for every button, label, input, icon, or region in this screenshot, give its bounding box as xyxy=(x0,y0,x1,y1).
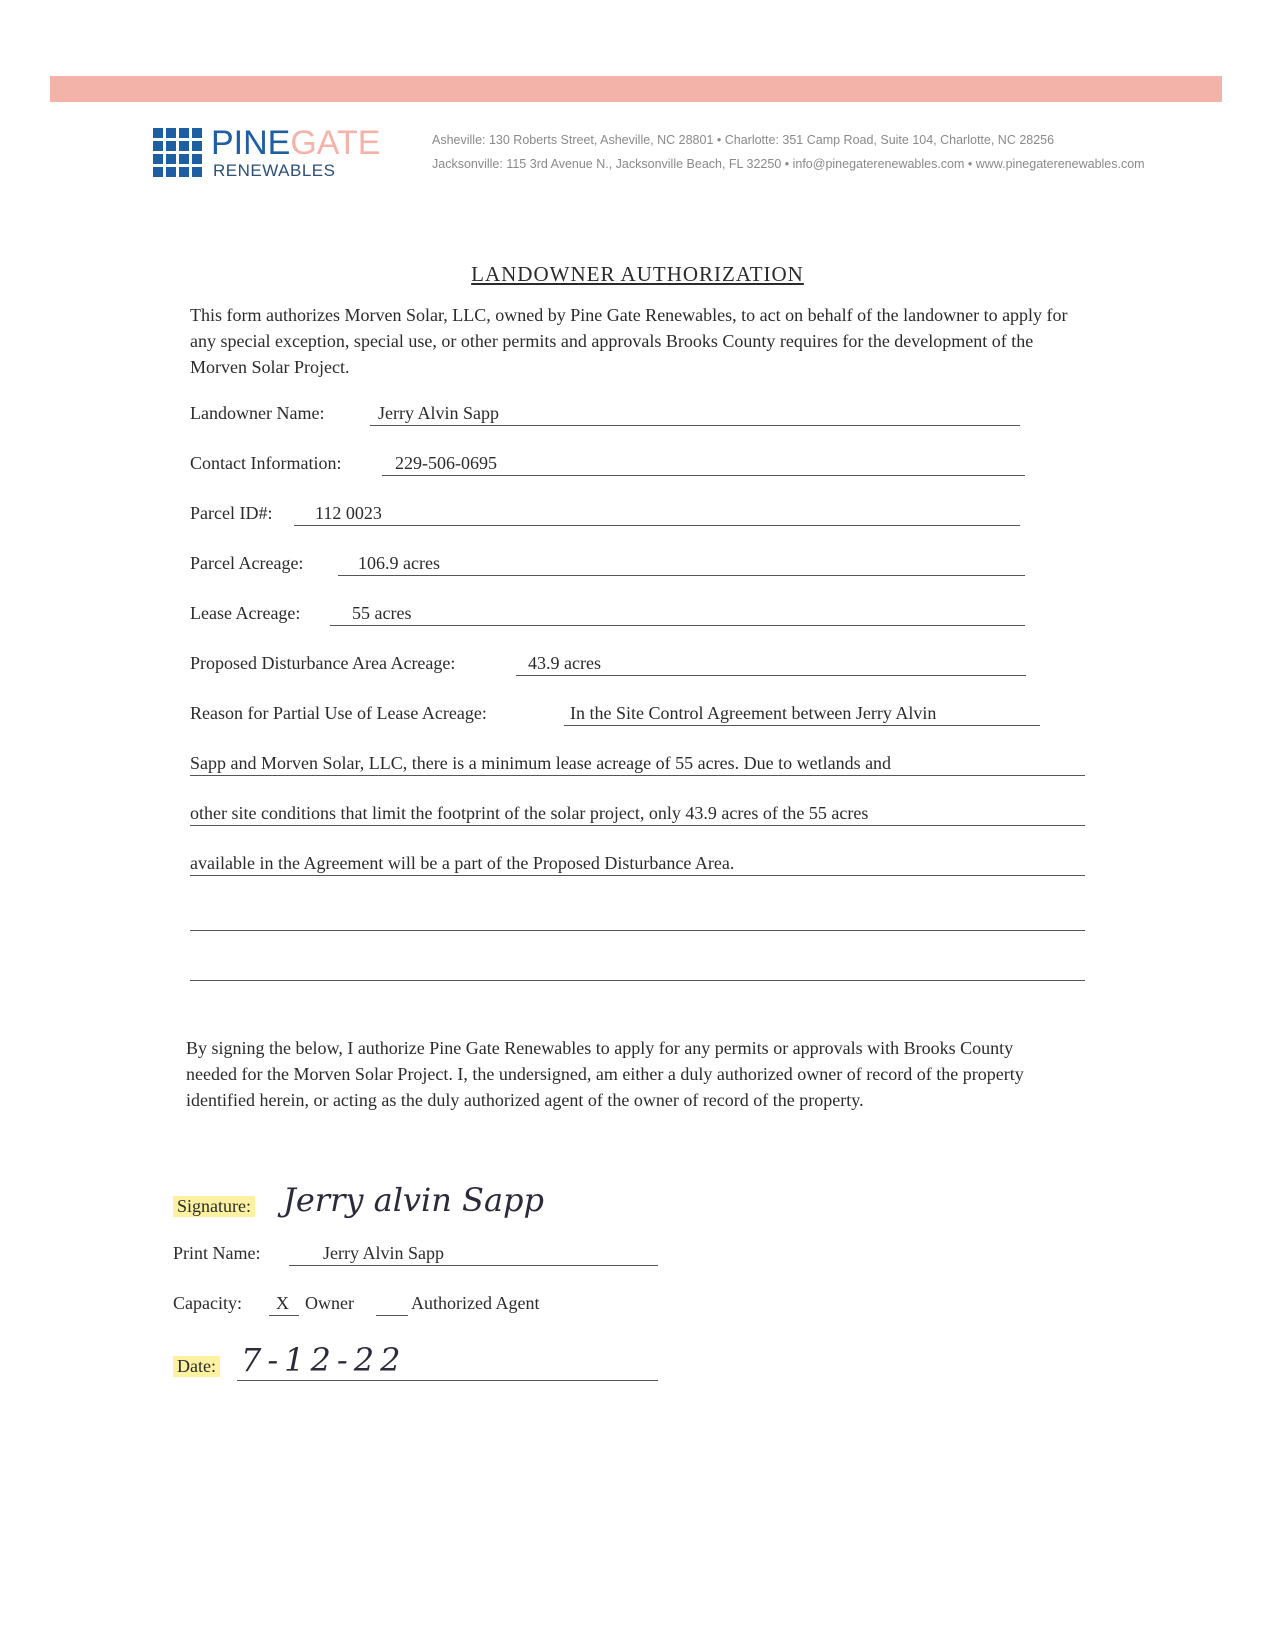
reason-row-3-underline xyxy=(190,825,1085,826)
capacity-owner-mark: X xyxy=(276,1293,289,1313)
header-address xyxy=(432,128,1212,176)
capacity-agent-text: Authorized Agent xyxy=(411,1293,540,1313)
reason-row-2 xyxy=(190,750,1085,780)
reason-underline xyxy=(564,725,1040,726)
blank-line-2 xyxy=(190,980,1085,981)
capacity-owner-underline xyxy=(269,1315,299,1316)
lease-acreage-field xyxy=(190,600,1025,630)
parcel-acreage-value: 106.9 acres xyxy=(358,553,440,573)
logo-renewables-text: RENEWABLES xyxy=(213,161,336,180)
reason-field xyxy=(190,700,1040,730)
landowner-name-field xyxy=(190,400,1020,430)
logo-gate-text: GATE xyxy=(290,124,381,162)
print-name-value: Jerry Alvin Sapp xyxy=(323,1243,444,1263)
contact-info-value: 229-506-0695 xyxy=(395,453,497,473)
date-underline xyxy=(237,1380,658,1381)
lease-acreage-value: 55 acres xyxy=(352,603,412,623)
disturbance-acreage-label: Proposed Disturbance Area Acreage: xyxy=(190,653,456,673)
landowner-name-underline xyxy=(370,425,1020,426)
landowner-name-value: Jerry Alvin Sapp xyxy=(378,403,499,423)
reason-line-4: available in the Agreement will be a part of the Proposed Disturbance Area. xyxy=(190,853,735,873)
signature-field xyxy=(173,1181,653,1225)
print-name-underline xyxy=(289,1265,658,1266)
reason-row-4 xyxy=(190,850,1085,880)
address-line-1: Asheville: 130 Roberts Street, Asheville, NC 28801 • Charlotte: 351 Camp Road, Suite 104, Charlotte, NC 28256 xyxy=(432,133,1055,147)
pine-gate-logo xyxy=(153,125,383,185)
parcel-acreage-label: Parcel Acreage: xyxy=(190,553,304,573)
disturbance-acreage-value: 43.9 acres xyxy=(528,653,601,673)
signature-label: Signature: xyxy=(173,1196,255,1217)
document-title-text: LANDOWNER AUTHORIZATION xyxy=(471,262,804,286)
reason-line-1: In the Site Control Agreement between Jerry Alvin xyxy=(570,703,937,723)
authorization-paragraph: By signing the below, I authorize Pine Gate Renewables to apply for any permits or approvals with Brooks County needed for the Morven Solar Project. I, the undersigned, am either a duly authorized owner of record of the property identified herein, or acting as the duly authorized agent of the owner of record of the property. xyxy=(186,1038,1024,1110)
lease-acreage-underline xyxy=(330,625,1025,626)
reason-row-4-underline xyxy=(190,875,1085,876)
reason-row-3 xyxy=(190,800,1085,830)
print-name-field xyxy=(173,1240,658,1270)
parcel-id-value: 112 0023 xyxy=(315,503,382,523)
landowner-name-label: Landowner Name: xyxy=(190,403,325,423)
logo-grid-icon xyxy=(153,128,203,178)
lease-acreage-label: Lease Acreage: xyxy=(190,603,301,623)
date-value: 7-12-22 xyxy=(241,1341,407,1379)
contact-info-field xyxy=(190,450,1025,480)
date-label: Date: xyxy=(173,1356,220,1377)
parcel-acreage-underline xyxy=(338,575,1025,576)
logo-pine-text: PINE xyxy=(211,124,291,162)
contact-info-label: Contact Information: xyxy=(190,453,342,473)
signature-value: Jerry alvin Sapp xyxy=(283,1181,544,1219)
reason-line-3: other site conditions that limit the footprint of the solar project, only 43.9 acres of the 55 acres xyxy=(190,803,869,823)
logo-wordmark xyxy=(211,125,380,161)
reason-line-2: Sapp and Morven Solar, LLC, there is a minimum lease acreage of 55 acres. Due to wetlands and xyxy=(190,753,892,773)
print-name-label: Print Name: xyxy=(173,1243,261,1263)
parcel-id-underline xyxy=(294,525,1020,526)
contact-info-underline xyxy=(382,475,1025,476)
disturbance-acreage-underline xyxy=(516,675,1026,676)
capacity-agent-underline xyxy=(376,1315,408,1316)
header-banner xyxy=(50,76,1222,102)
parcel-acreage-field xyxy=(190,550,1025,580)
parcel-id-field xyxy=(190,500,1020,530)
reason-row-2-underline xyxy=(190,775,1085,776)
intro-paragraph: This form authorizes Morven Solar, LLC, owned by Pine Gate Renewables, to act on behalf of the landowner to apply for any special exception, special use, or other permits and approvals Brooks County requires for the development of the Morven Solar Project. xyxy=(190,305,1068,377)
document-title xyxy=(0,262,1275,287)
capacity-label: Capacity: xyxy=(173,1293,242,1313)
reason-label: Reason for Partial Use of Lease Acreage: xyxy=(190,703,487,723)
date-field xyxy=(173,1341,658,1385)
disturbance-acreage-field xyxy=(190,650,1026,680)
capacity-owner-text: Owner xyxy=(305,1293,354,1313)
capacity-field xyxy=(173,1290,633,1320)
parcel-id-label: Parcel ID#: xyxy=(190,503,273,523)
blank-line-1 xyxy=(190,930,1085,931)
address-line-2: Jacksonville: 115 3rd Avenue N., Jacksonville Beach, FL 32250 • info@pinegaterenewables.com • www.pinegaterenewables.com xyxy=(432,157,1145,171)
